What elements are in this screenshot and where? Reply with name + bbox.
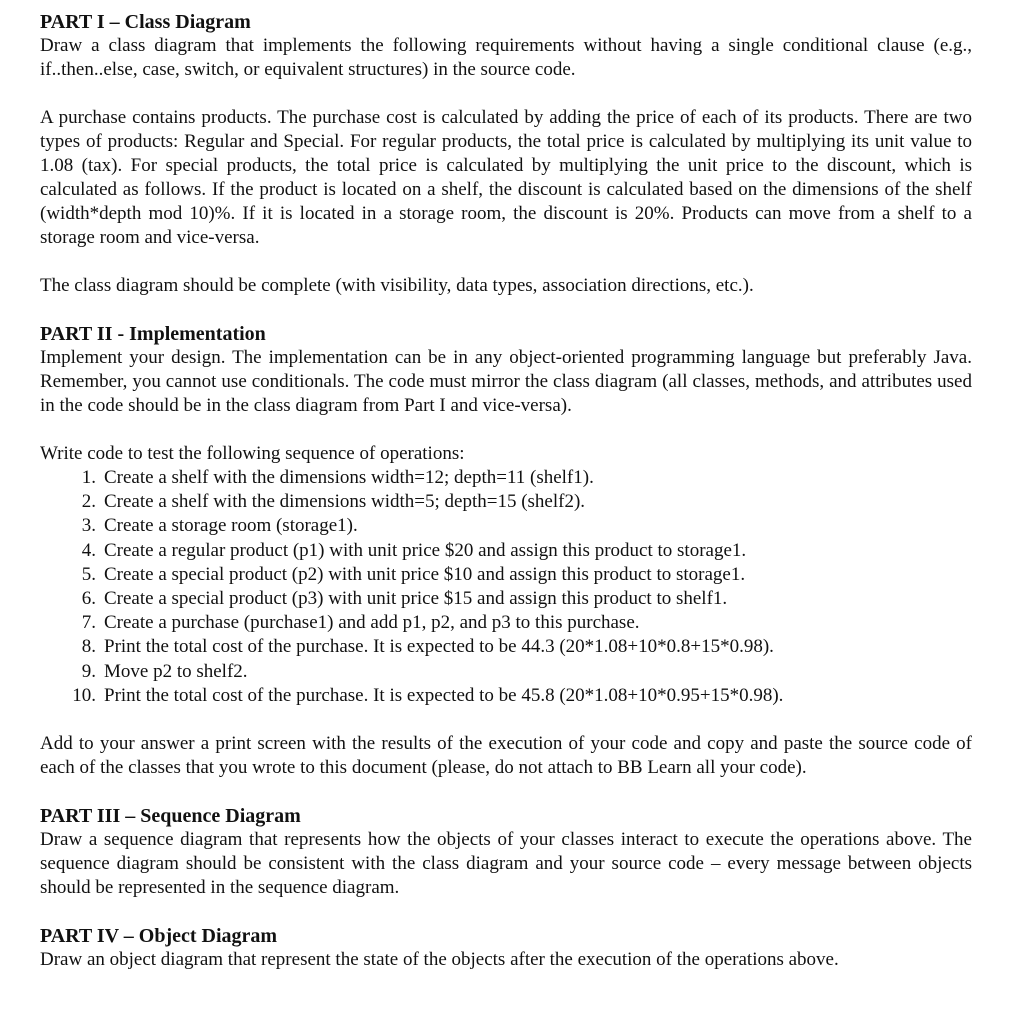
- part2-intro: Implement your design. The implementation can be in any object-oriented programming language but preferably Java. Remember, you cannot use conditionals. The code must mirror the class diagram (all classes, methods, and attributes used in the code should be in the class diagram from Part I and vice-versa).: [40, 347, 972, 416]
- step-text: Create a shelf with the dimensions width=5; depth=15 (shelf2).: [104, 491, 586, 513]
- step-number: 3.: [81, 515, 96, 537]
- step-number: 7.: [81, 612, 96, 634]
- part4-text: Draw an object diagram that represent the state of the objects after the execution of the operations above.: [40, 949, 839, 971]
- step-text: Print the total cost of the purchase. It is expected to be 44.3 (20*1.08+10*0.8+15*0.98).: [104, 636, 774, 658]
- step-text: Create a storage room (storage1).: [104, 515, 358, 537]
- test-steps-list: [40, 466, 972, 708]
- part3-text: Draw a sequence diagram that represents how the objects of your classes interact to execute the operations above. The sequence diagram should be consistent with the class diagram and your source code – every message between objects should be represented in the sequence diagram.: [40, 829, 972, 899]
- step-text: Print the total cost of the purchase. It is expected to be 45.8 (20*1.08+10*0.95+15*0.98).: [104, 684, 784, 706]
- list-item: [40, 684, 972, 708]
- list-item: [40, 490, 972, 514]
- step-text: Create a purchase (purchase1) and add p1, p2, and p3 to this purchase.: [104, 612, 640, 634]
- step-text: Create a shelf with the dimensions width=12; depth=11 (shelf1).: [104, 467, 594, 488]
- part1-title: PART I – Class Diagram: [40, 11, 251, 33]
- step-number: 5.: [81, 563, 96, 585]
- step-number: 6.: [81, 588, 96, 610]
- part2-answer-note: Add to your answer a print screen with the results of the execution of your code and copy and paste the source code of each of the classes that you wrote to this document (please, do not attach to BB Learn all your code).: [40, 733, 972, 779]
- part1-intro: Draw a class diagram that implements the following requirements without having a single conditional clause (e.g., if..then..else, case, switch, or equivalent structures) in the source code.: [40, 35, 972, 80]
- list-item: [40, 635, 972, 659]
- part2-test-intro: Write code to test the following sequence of operations:: [40, 443, 465, 464]
- list-item: [40, 587, 972, 611]
- list-item: [40, 466, 972, 490]
- step-number: 2.: [81, 491, 96, 513]
- part4-title: PART IV – Object Diagram: [40, 925, 278, 948]
- part1-requirements: A purchase contains products. The purchase cost is calculated by adding the price of each of its products. There are two types of products: Regular and Special. For regular products, the total price is calculated by multiplying its unit value to 1.08 (tax). For special products, the total price is calculated by multiplying the unit price to the discount, which is calculated as follows. If the product is located on a shelf, the discount is calculated based on the dimensions of the shelf (width*depth mod 10)%. If it is located in a storage room, the discount is 20%. Products can move from a shelf to a storage room and vice-versa.: [40, 107, 972, 248]
- step-number: 1.: [81, 467, 96, 488]
- list-item: [40, 514, 972, 538]
- step-number: 10.: [72, 684, 96, 706]
- step-text: Create a special product (p3) with unit price $15 and assign this product to shelf1.: [104, 588, 728, 610]
- step-number: 8.: [81, 636, 96, 658]
- step-text: Move p2 to shelf2.: [104, 660, 248, 682]
- list-item: [40, 611, 972, 635]
- step-number: 9.: [81, 660, 96, 682]
- list-item: [40, 563, 972, 587]
- part1-completeness: The class diagram should be complete (with visibility, data types, association directions, etc.).: [40, 275, 754, 296]
- step-text: Create a special product (p2) with unit price $10 and assign this product to storage1.: [104, 563, 746, 585]
- step-number: 4.: [81, 539, 96, 561]
- list-item: [40, 539, 972, 563]
- step-text: Create a regular product (p1) with unit price $20 and assign this product to storage1.: [104, 539, 747, 561]
- list-item: [40, 660, 972, 684]
- part3-title: PART III – Sequence Diagram: [40, 805, 301, 828]
- part2-title: PART II - Implementation: [40, 323, 266, 345]
